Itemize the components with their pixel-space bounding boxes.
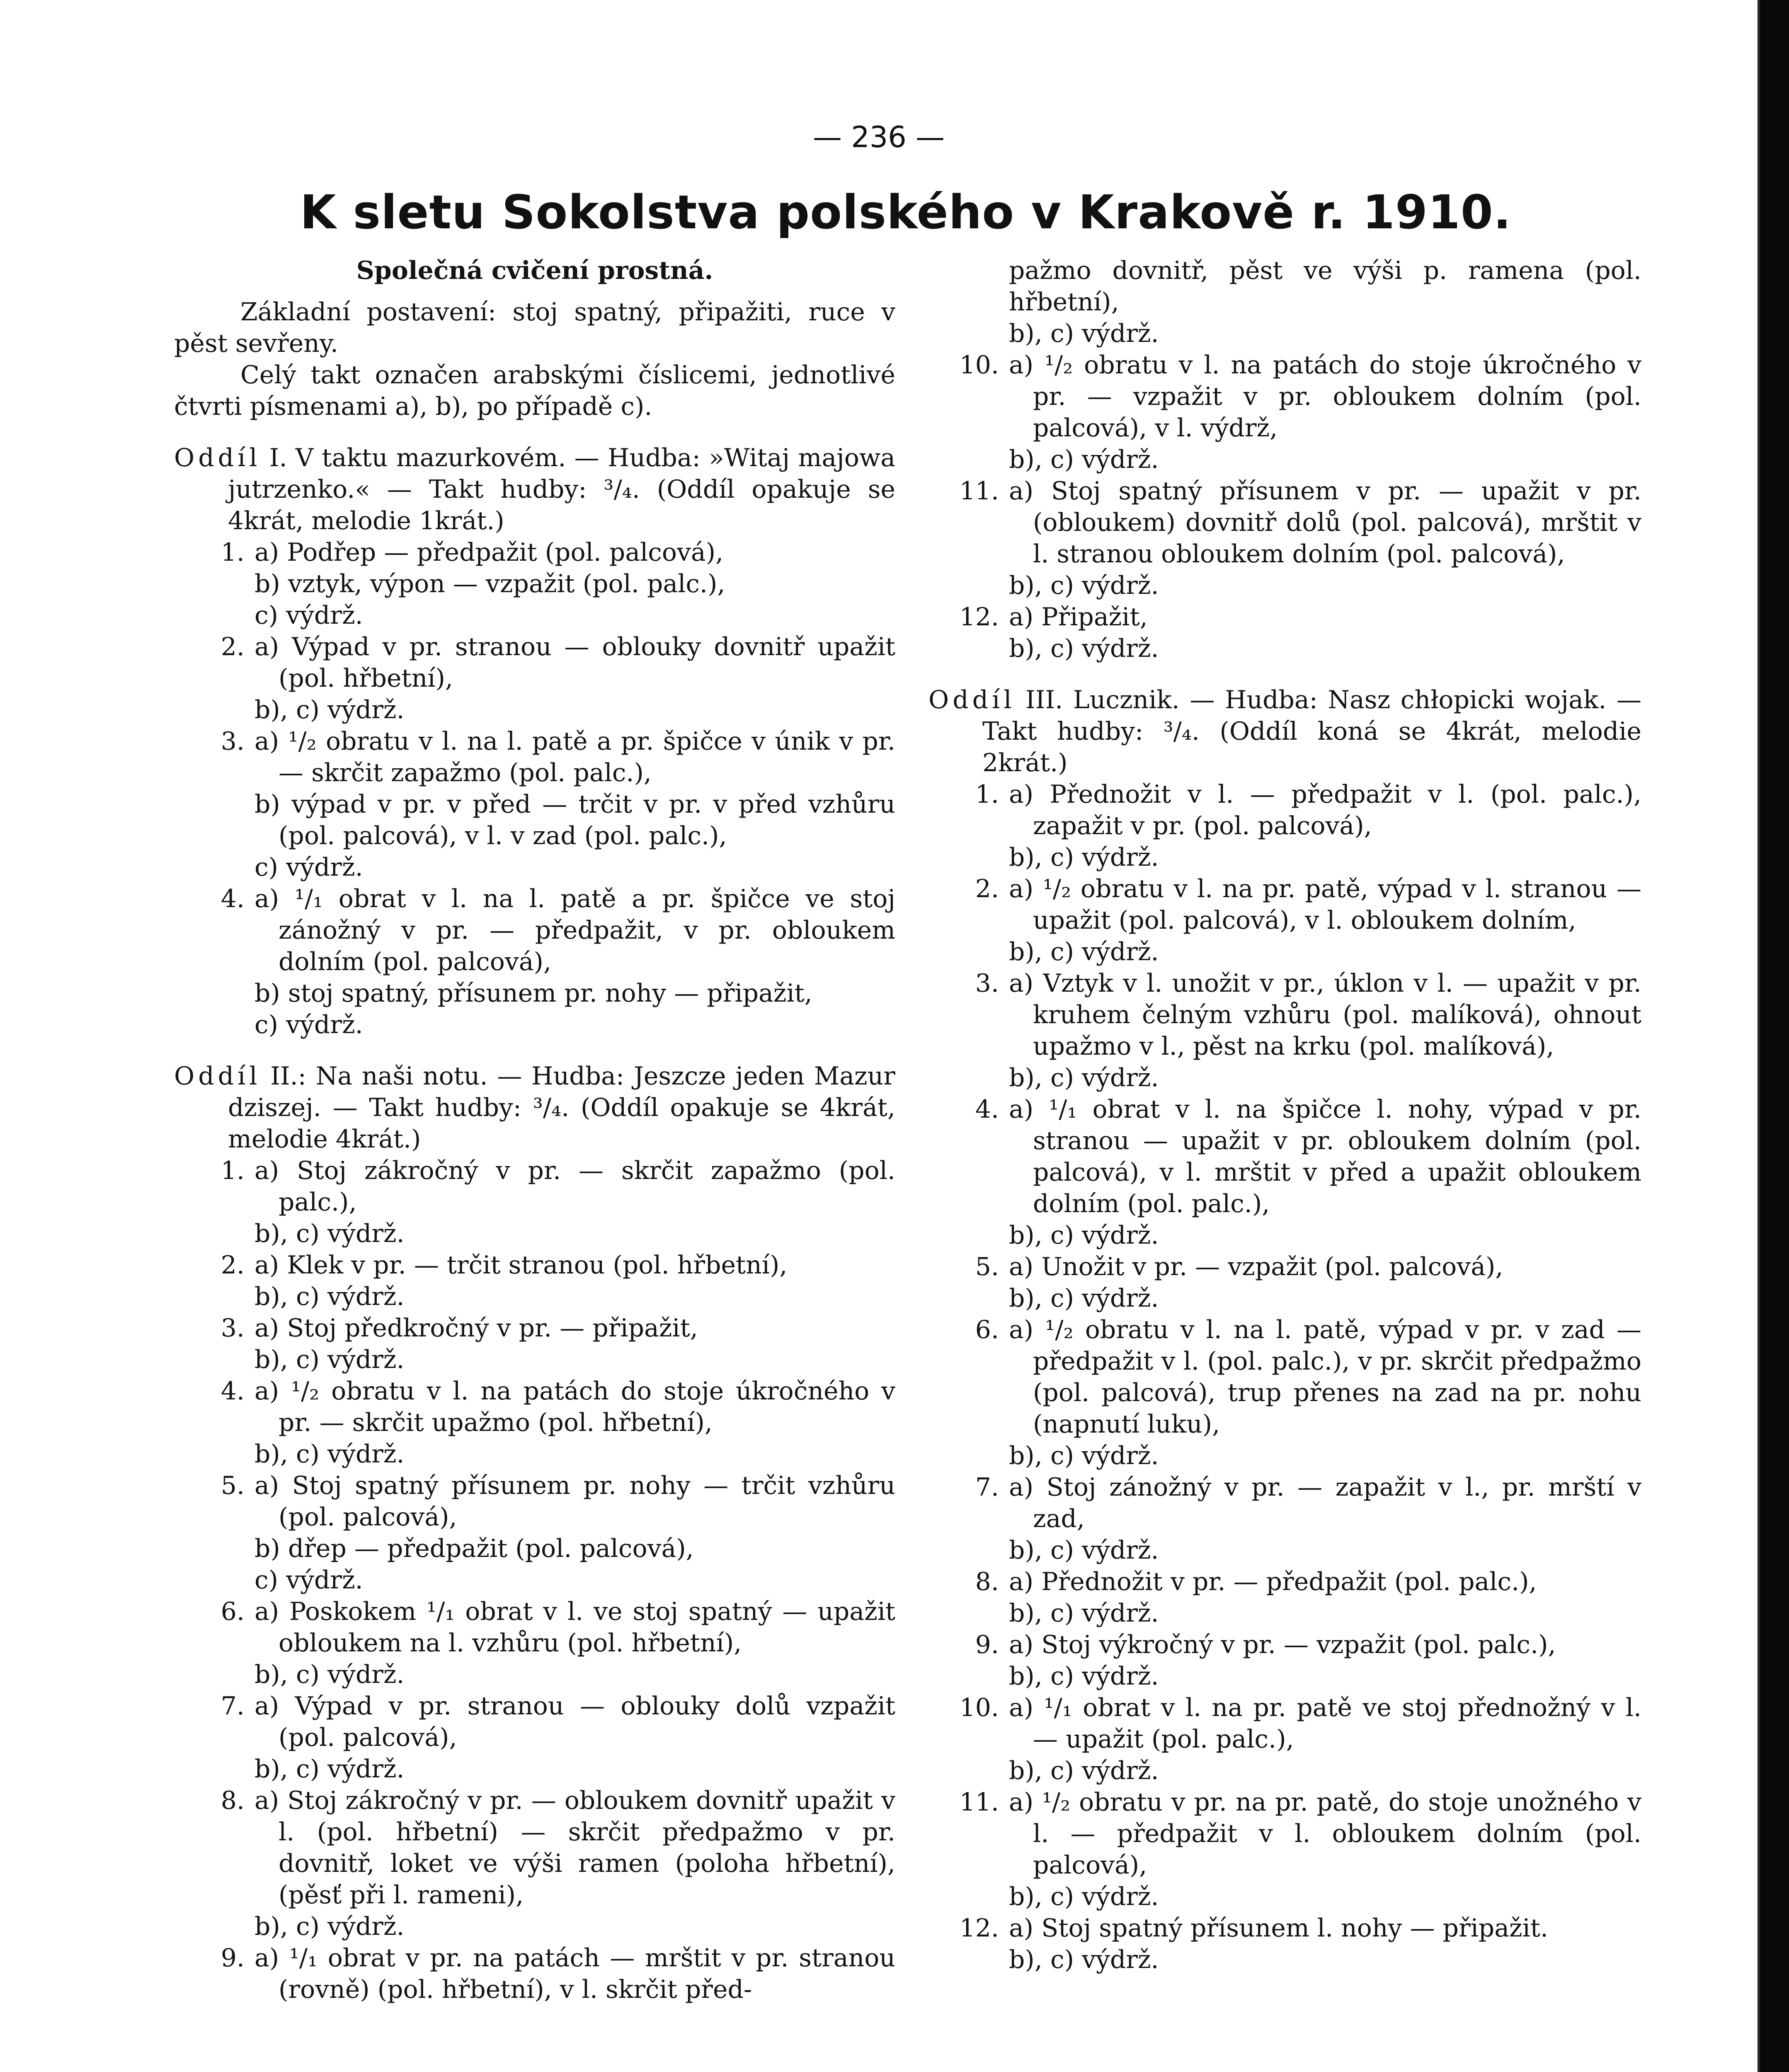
item-line: a) Přednožit v pr. — předpažit (pol. palc.), bbox=[1009, 1567, 1537, 1596]
item-body bbox=[255, 1312, 895, 1375]
item-number: 11. bbox=[959, 1788, 999, 1817]
section-label: Oddíl bbox=[174, 443, 261, 472]
section-heading-1 bbox=[174, 442, 895, 537]
item-tail: b), c) výdrž. bbox=[1009, 1662, 1159, 1691]
left-column bbox=[174, 255, 895, 2005]
section-subtitle: Společná cvičení prostná. bbox=[356, 256, 713, 285]
item-tail: b), c) výdrž. bbox=[1009, 445, 1159, 474]
item-body bbox=[1009, 1314, 1641, 1472]
item-line: a) ¹/₂ obratu v l. na patách do stoje úkročného v pr. — skrčit upažmo (pol. hřbetní), bbox=[255, 1377, 895, 1437]
item-body bbox=[1009, 779, 1641, 873]
item-line: a) ¹/₁ obrat v l. na pr. patě ve stoj přednožný v l. — upažit (pol. palc.), bbox=[1009, 1693, 1641, 1754]
exercise-item bbox=[928, 968, 1641, 1094]
item-number: 9. bbox=[975, 1630, 999, 1659]
section-heading-2 bbox=[174, 1060, 895, 1155]
section-3-items bbox=[928, 779, 1641, 1975]
item-body bbox=[255, 1155, 895, 1249]
item-body bbox=[1009, 1251, 1641, 1314]
item-line: c) výdrž. bbox=[255, 853, 363, 882]
item-line: b) výpad v pr. v před — trčit v pr. v před vzhůru (pol. palcová), v l. v zad (pol. palc.), bbox=[255, 790, 895, 850]
item-tail: b), c) výdrž. bbox=[1009, 1882, 1159, 1911]
item-body bbox=[255, 1690, 895, 1785]
right-top-items bbox=[928, 349, 1641, 664]
item-number: 4. bbox=[221, 1377, 245, 1406]
item-number: 3. bbox=[221, 727, 245, 756]
item-body bbox=[1009, 601, 1641, 664]
item-body bbox=[255, 631, 895, 726]
section-2-items bbox=[174, 1155, 895, 2005]
item-body bbox=[255, 1785, 895, 1942]
item-line: c) výdrž. bbox=[255, 1010, 363, 1039]
item-body bbox=[1009, 475, 1641, 601]
item-tail: b), c) výdrž. bbox=[1009, 1945, 1159, 1974]
item-tail: b), c) výdrž. bbox=[255, 1219, 405, 1248]
intro-paragraph-1: Základní postavení: stoj spatný, připažiti, ruce v pěst sevřeny. bbox=[174, 298, 895, 358]
item-tail: b), c) výdrž. bbox=[1009, 1536, 1159, 1565]
intro-paragraph-2: Celý takt označen arabskými číslicemi, jednotlivé čtvrti písmenami a), b), po případě c). bbox=[174, 361, 895, 421]
exercise-item bbox=[174, 1785, 895, 1942]
item-body bbox=[1009, 349, 1641, 475]
item-body bbox=[255, 1596, 895, 1690]
item-line: a) Stoj zákročný v pr. — skrčit zapažmo (pol. palc.), bbox=[255, 1156, 895, 1217]
item-line: a) Výpad v pr. stranou — oblouky dolů vzpažit (pol. palcová), bbox=[255, 1692, 895, 1752]
page-number: — 236 — bbox=[812, 120, 945, 154]
exercise-item bbox=[174, 1375, 895, 1470]
item-tail: b), c) výdrž. bbox=[1009, 571, 1159, 600]
item-body bbox=[255, 1375, 895, 1470]
item-line: a) Připažit, bbox=[1009, 603, 1148, 632]
item-tail: b), c) výdrž. bbox=[1009, 1599, 1159, 1628]
section-text: II.: Na naši notu. — Hudba: Jeszcze jeden Mazur dziszej. — Takt hudby: ³/₄. (Oddíl opakuje se 4krát, melodie 4krát.) bbox=[228, 1062, 895, 1154]
item-number: 6. bbox=[221, 1597, 245, 1626]
item-number: 7. bbox=[221, 1692, 245, 1721]
item-number: 3. bbox=[221, 1314, 245, 1343]
exercise-item bbox=[174, 1155, 895, 1249]
item-line: a) ¹/₂ obratu v l. na pr. patě, výpad v l. stranou — upažit (pol. palcová), v l. obloukem dolním, bbox=[1009, 874, 1641, 935]
item-tail: b), c) výdrž. bbox=[1009, 937, 1159, 966]
item-body bbox=[1009, 968, 1641, 1094]
item-line: c) výdrž. bbox=[255, 601, 363, 630]
item-tail: b), c) výdrž. bbox=[1009, 843, 1159, 872]
section-text: I. V taktu mazurkovém. — Hudba: »Witaj majowa jutrzenko.« — Takt hudby: ³/₄. (Oddíl opakuje se 4krát, melodie 1krát.) bbox=[228, 443, 895, 535]
exercise-item bbox=[174, 1249, 895, 1312]
item-body bbox=[255, 883, 895, 1041]
item-body bbox=[255, 726, 895, 883]
item-body bbox=[255, 537, 895, 631]
item-number: 4. bbox=[221, 884, 245, 913]
item-number: 7. bbox=[975, 1473, 999, 1502]
item-number: 3. bbox=[975, 969, 999, 998]
item-body bbox=[1009, 1692, 1641, 1786]
item-tail: b), c) výdrž. bbox=[1009, 634, 1159, 663]
item-body bbox=[1009, 1566, 1641, 1629]
item-tail: b), c) výdrž. bbox=[255, 1912, 405, 1941]
item-body bbox=[1009, 1094, 1641, 1251]
item-line: b) stoj spatný, přísunem pr. nohy — připažit, bbox=[255, 979, 812, 1008]
item-tail: b), c) výdrž. bbox=[255, 1440, 405, 1469]
item-line: a) Stoj spatný přísunem l. nohy — připažit. bbox=[1009, 1914, 1549, 1943]
item-line: a) Unožit v pr. — vzpažit (pol. palcová), bbox=[1009, 1252, 1503, 1281]
item-number: 12. bbox=[959, 603, 999, 632]
item-tail: b), c) výdrž. bbox=[1009, 1221, 1159, 1250]
item-number: 8. bbox=[221, 1786, 245, 1815]
item-number: 5. bbox=[975, 1252, 999, 1281]
exercise-item bbox=[928, 1629, 1641, 1692]
section-label: Oddíl bbox=[174, 1062, 261, 1091]
exercise-item bbox=[174, 537, 895, 631]
item-number: 1. bbox=[975, 780, 999, 809]
right-column bbox=[928, 255, 1641, 1975]
item-line: a) Poskokem ¹/₁ obrat v l. ve stoj spatný — upažit obloukem na l. vzhůru (pol. hřbetní), bbox=[255, 1597, 895, 1658]
exercise-item bbox=[928, 1786, 1641, 1912]
item-tail: b), c) výdrž. bbox=[1009, 1284, 1159, 1313]
item-line: a) ¹/₂ obratu v l. na l. patě a pr. špičce v únik v pr. — skrčit zapažmo (pol. palc.), bbox=[255, 727, 895, 787]
section-1-items bbox=[174, 537, 895, 1041]
item-body bbox=[1009, 1472, 1641, 1566]
item-number: 6. bbox=[975, 1315, 999, 1344]
item-line: b) vztyk, výpon — vzpažit (pol. palc.), bbox=[255, 569, 725, 598]
carryover-tail: b), c) výdrž. bbox=[1009, 319, 1159, 348]
item-number: 2. bbox=[221, 632, 245, 661]
exercise-item bbox=[174, 1596, 895, 1690]
exercise-item bbox=[928, 601, 1641, 664]
item-line: c) výdrž. bbox=[255, 1566, 363, 1595]
item-line: a) Stoj výkročný v pr. — vzpažit (pol. palc.), bbox=[1009, 1630, 1556, 1659]
item-line: a) Stoj spatný přísunem pr. nohy — trčit vzhůru (pol. palcová), bbox=[255, 1471, 895, 1532]
exercise-item bbox=[174, 1690, 895, 1785]
item-line: a) Výpad v pr. stranou — oblouky dovnitř upažit (pol. hřbetní), bbox=[255, 632, 895, 693]
item-line: a) Klek v pr. — trčit stranou (pol. hřbetní), bbox=[255, 1251, 788, 1280]
item-line: a) Přednožit v l. — předpažit v l. (pol. palc.), zapažit v pr. (pol. palcová), bbox=[1009, 780, 1641, 840]
item-number: 12. bbox=[959, 1914, 999, 1943]
item-number: 4. bbox=[975, 1095, 999, 1124]
exercise-item bbox=[928, 1566, 1641, 1629]
exercise-item bbox=[174, 1470, 895, 1596]
exercise-item bbox=[928, 475, 1641, 601]
exercise-item bbox=[174, 1312, 895, 1375]
item-number: 2. bbox=[975, 874, 999, 903]
item-tail: b), c) výdrž. bbox=[255, 1755, 405, 1784]
exercise-item bbox=[174, 1942, 895, 2005]
item-line: a) Stoj spatný přísunem v pr. — upažit v pr. (obloukem) dovnitř dolů (pol. palcová), mrštit v l. stranou obloukem dolním (pol. palcová), bbox=[1009, 477, 1641, 569]
item-tail: b), c) výdrž. bbox=[255, 1660, 405, 1689]
exercise-item bbox=[928, 1251, 1641, 1314]
item-body bbox=[1009, 873, 1641, 968]
exercise-item bbox=[174, 631, 895, 726]
exercise-item bbox=[174, 883, 895, 1041]
item-tail: b), c) výdrž. bbox=[1009, 1756, 1159, 1785]
item-number: 5. bbox=[221, 1471, 245, 1500]
item-body bbox=[255, 1942, 895, 2005]
item-number: 10. bbox=[959, 351, 999, 380]
item-line: a) Podřep — předpažit (pol. palcová), bbox=[255, 538, 724, 567]
section-label: Oddíl bbox=[928, 685, 1016, 714]
item-line: a) Stoj předkročný v pr. — připažit, bbox=[255, 1314, 698, 1343]
item-line: a) ¹/₂ obratu v l. na l. patě, výpad v pr. v zad — předpažit v l. (pol. palc.), v pr. skrčit předpažmo (pol. palcová), trup přenes na zad na pr. nohu (napnutí luku), bbox=[1009, 1315, 1641, 1439]
item-line: a) ¹/₁ obrat v pr. na patách — mrštit v pr. stranou (rovně) (pol. hřbetní), v l. skrčit před- bbox=[255, 1944, 895, 2004]
item-line: a) Stoj zákročný v pr. — obloukem dovnitř upažit v l. (pol. hřbetní) — skrčit předpažmo v pr. dovnitř, loket ve výši ramen (poloha hřbetní), (pěsť při l. rameni), bbox=[255, 1786, 895, 1910]
exercise-item bbox=[928, 1094, 1641, 1251]
item-body bbox=[255, 1470, 895, 1596]
item-number: 2. bbox=[221, 1251, 245, 1280]
exercise-item bbox=[928, 1692, 1641, 1786]
item-tail: b), c) výdrž. bbox=[1009, 1063, 1159, 1092]
item-body bbox=[1009, 1912, 1641, 1975]
exercise-item bbox=[928, 873, 1641, 968]
page-edge bbox=[1757, 0, 1760, 2072]
item-number: 8. bbox=[975, 1567, 999, 1596]
item-line: a) ¹/₁ obrat v l. na l. patě a pr. špičce ve stoj zánožný v pr. — předpažit, v pr. obloukem dolním (pol. palcová), bbox=[255, 884, 895, 976]
item-tail: b), c) výdrž. bbox=[255, 695, 405, 724]
section-heading-3 bbox=[928, 684, 1641, 779]
exercise-item bbox=[174, 726, 895, 883]
item-line: a) ¹/₂ obratu v l. na patách do stoje úkročného v pr. — vzpažit v pr. obloukem dolním (pol. palcová), v l. výdrž, bbox=[1009, 351, 1641, 443]
item-number: 11. bbox=[959, 477, 999, 506]
page-title: K sletu Sokolstva polského v Krakově r. 1910. bbox=[300, 186, 1512, 240]
exercise-item bbox=[928, 1314, 1641, 1472]
item-body bbox=[255, 1249, 895, 1312]
exercise-item bbox=[928, 1912, 1641, 1975]
item-line: b) dřep — předpažit (pol. palcová), bbox=[255, 1534, 694, 1563]
item-number: 1. bbox=[221, 1156, 245, 1185]
item-number: 9. bbox=[221, 1944, 245, 1973]
section-text: III. Lucznik. — Hudba: Nasz chłopicki wojak. — Takt hudby: ³/₄. (Oddíl koná se 4krát, melodie 2krát.) bbox=[982, 685, 1641, 777]
carryover-text: pažmo dovnitř, pěst ve výši p. ramena (pol. hřbetní), bbox=[1009, 256, 1641, 317]
exercise-item bbox=[928, 349, 1641, 475]
item-line: a) ¹/₁ obrat v l. na špičce l. nohy, výpad v pr. stranou — upažit v pr. obloukem dolním (pol. palcová), v l. mrštit v před a upažit obloukem dolním (pol. palc.), bbox=[1009, 1095, 1641, 1218]
item-number: 1. bbox=[221, 538, 245, 567]
exercise-item bbox=[928, 779, 1641, 873]
item-line: a) ¹/₂ obratu v pr. na pr. patě, do stoje unožného v l. — předpažit v l. obloukem dolním (pol. palcová), bbox=[1009, 1788, 1641, 1880]
item-number: 10. bbox=[959, 1693, 999, 1722]
item-line: a) Stoj zánožný v pr. — zapažit v l., pr. mrští v zad, bbox=[1009, 1473, 1641, 1533]
exercise-item bbox=[928, 1472, 1641, 1566]
item-body bbox=[1009, 1629, 1641, 1692]
item-tail: b), c) výdrž. bbox=[255, 1345, 405, 1374]
item-body bbox=[1009, 1786, 1641, 1912]
item-line: a) Vztyk v l. unožit v pr., úklon v l. — upažit v pr. kruhem čelným vzhůru (pol. malíková), ohnout upažmo v l., pěst na krku (pol. malíková), bbox=[1009, 969, 1641, 1061]
item-tail: b), c) výdrž. bbox=[1009, 1441, 1159, 1470]
item-tail: b), c) výdrž. bbox=[255, 1282, 405, 1311]
